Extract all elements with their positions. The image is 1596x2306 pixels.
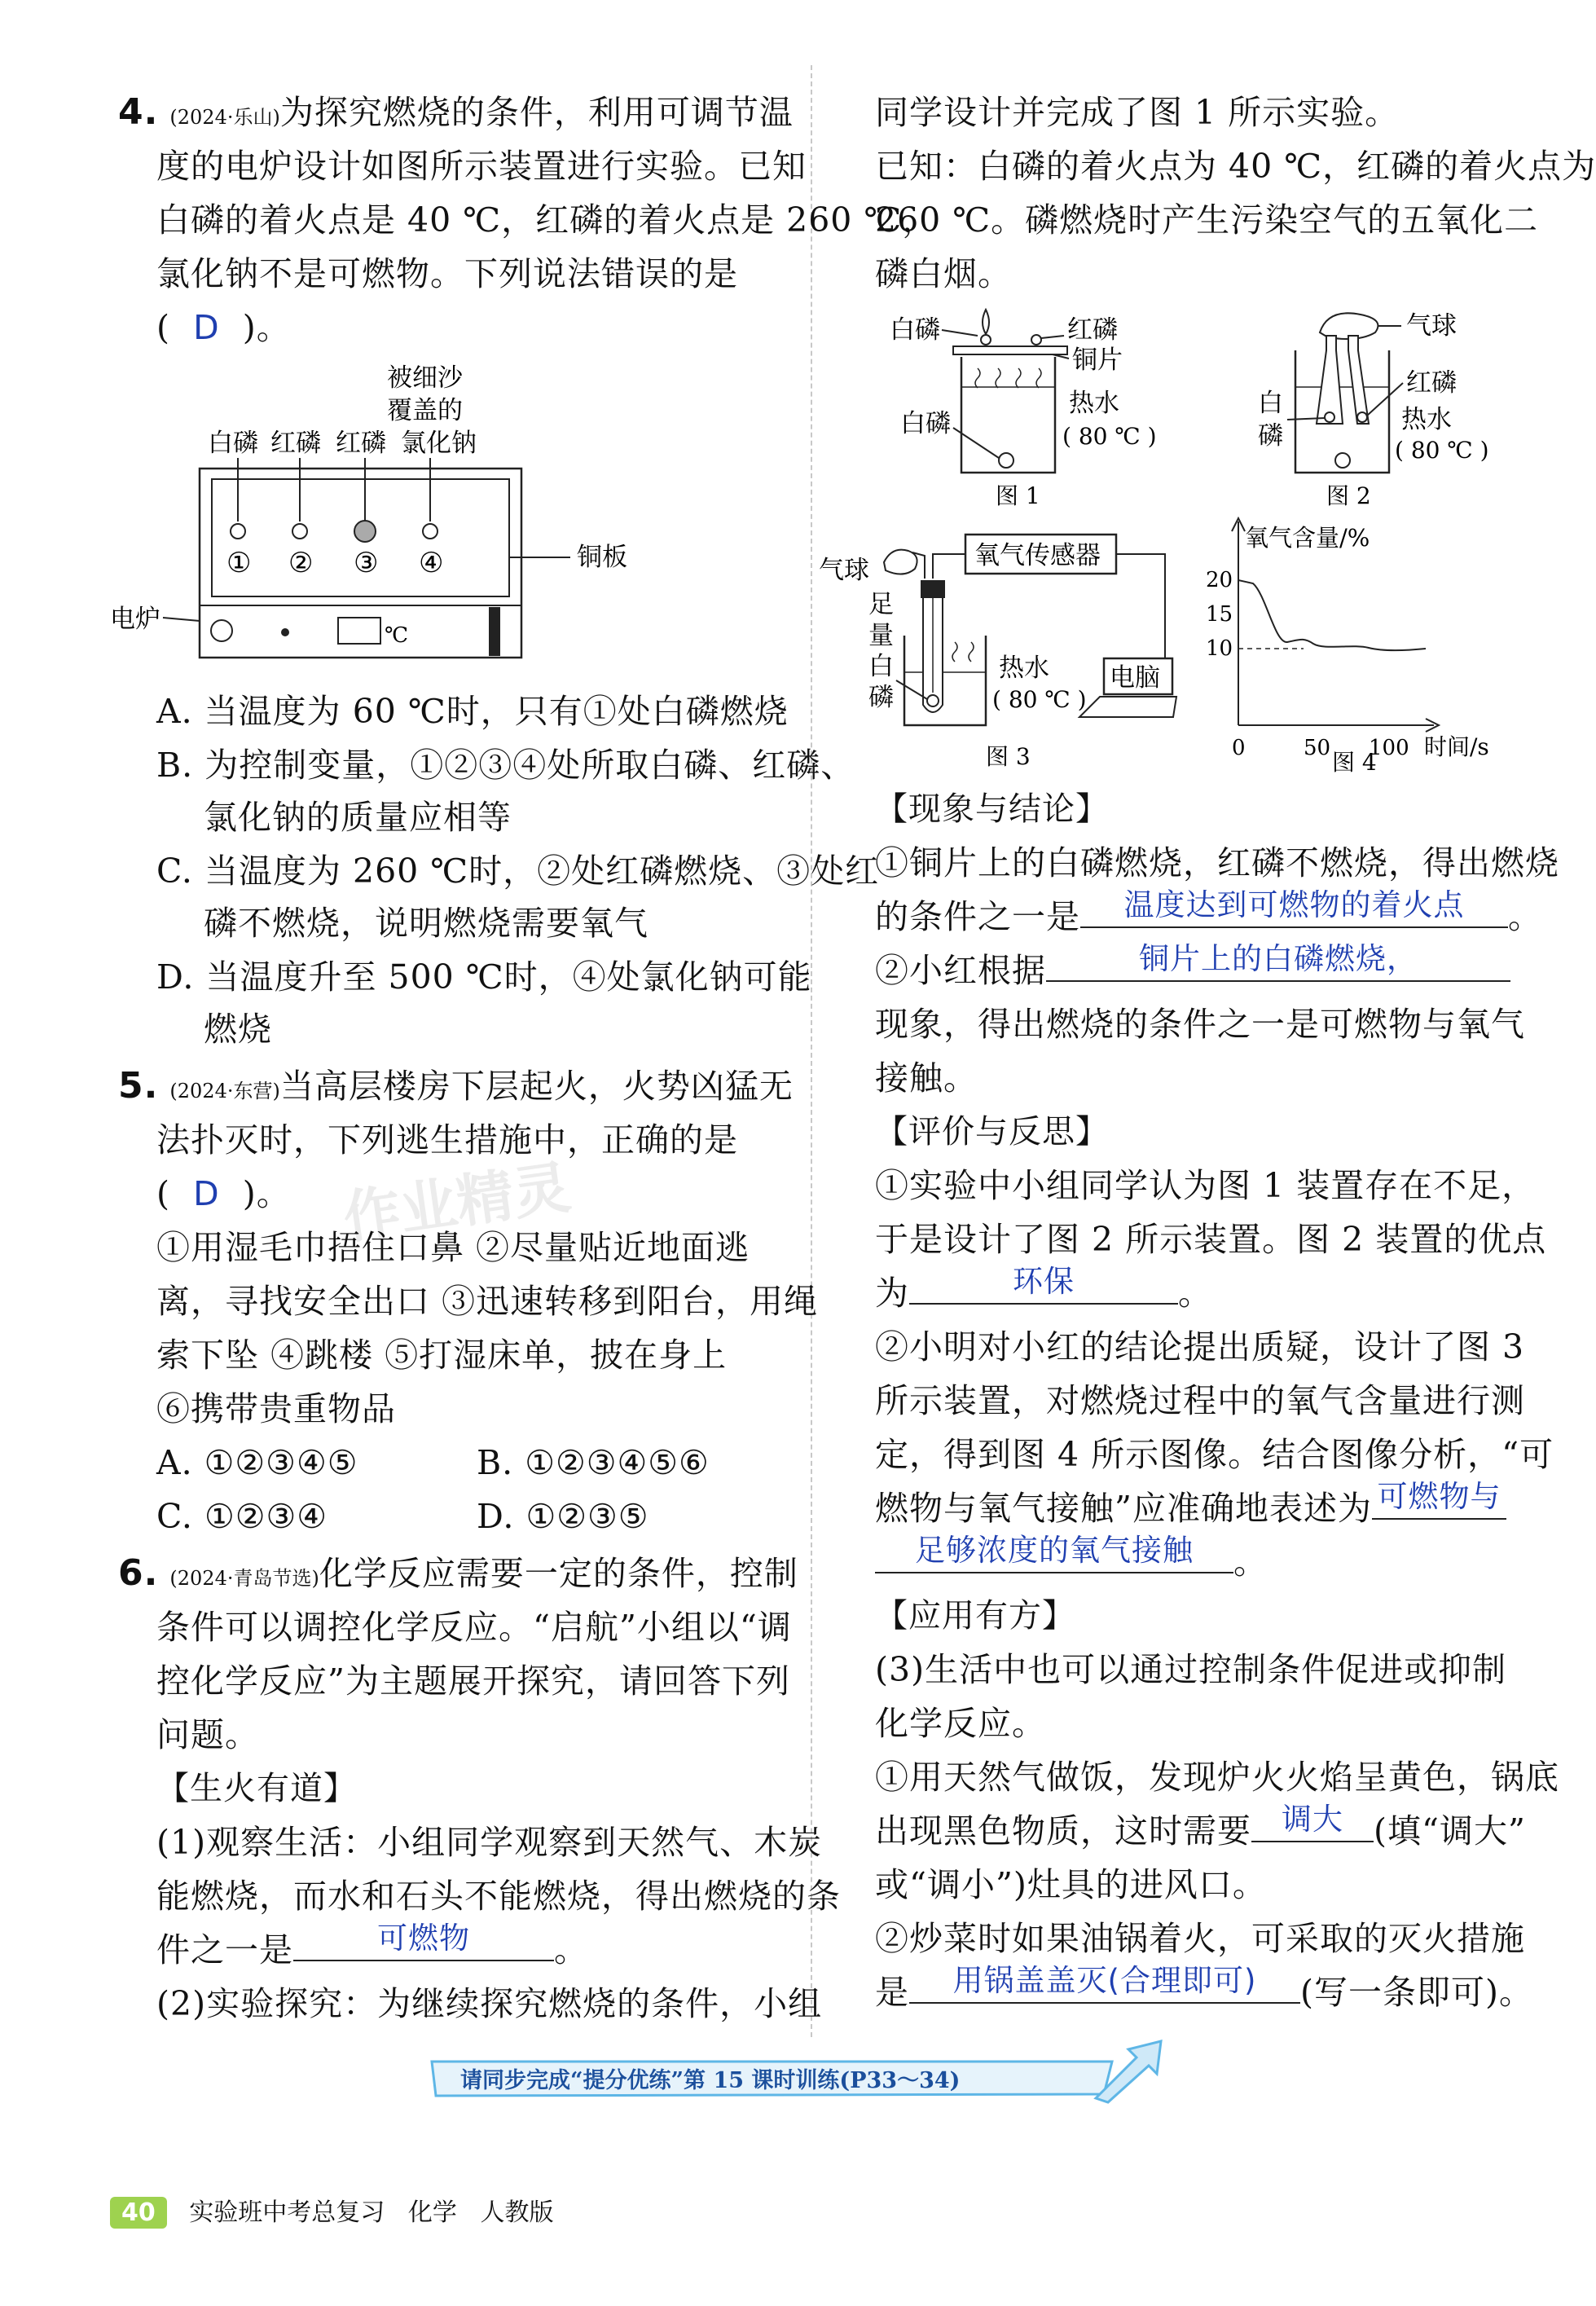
fig2-label-balloon: 气球: [1406, 311, 1457, 341]
obs2-line-2: 现象，得出燃烧的条件之一是可燃物与氧气: [875, 1005, 1525, 1044]
app2-line-1: ②炒菜时如果油锅着火，可采取的灭火措施: [875, 1919, 1525, 1958]
eval2-answer-1: 可燃物与: [1377, 1479, 1501, 1514]
app2-line-2: 是 用锅盖盖灭(合理即可) (写一条即可)。: [875, 1963, 1533, 2012]
q4-source: (2024·乐山): [169, 106, 280, 129]
fig4-xtick-50: 50: [1304, 736, 1331, 760]
q5-stem-1: 当高层楼房下层起火，火势凶猛无: [279, 1067, 794, 1106]
q4-figure: [110, 359, 782, 684]
fig1-label-temp: ( 80 ℃ ): [1062, 423, 1157, 450]
obs1-line-2: 的条件之一是 温度达到可燃物的着火点 。: [875, 887, 1542, 936]
fig3-sensor-wire-1: [933, 554, 965, 579]
fig2-leader-2: [1367, 383, 1403, 416]
page-footer: [110, 2192, 554, 2228]
fig4-ytick-20: 20: [1206, 568, 1233, 592]
eval2-line-5: 足够浓度的氧气接触 。: [875, 1535, 1268, 1589]
q4-fig-covered-2: 覆盖的: [387, 396, 463, 425]
fig4-xtick-100: 100: [1369, 736, 1409, 760]
eval2-line-1: ②小明对小红的结论提出质疑，设计了图 3: [875, 1327, 1525, 1366]
fig3-white-p: [927, 695, 939, 706]
q4-option-b-2: 氯化钠的质量应相等: [204, 798, 512, 837]
q4-option-c-1: C. 当温度为 260 ℃时，②处红磷燃烧、③处红: [156, 852, 880, 891]
practice-banner[interactable]: [428, 2037, 1194, 2106]
q5-number: 5.: [118, 1065, 159, 1107]
fig2-label-hot-water: 热水: [1401, 405, 1452, 434]
q4-fig-furnace-leader: [163, 618, 200, 621]
fig4-ytick-15: 15: [1206, 602, 1233, 627]
fig1-caption: 图 1: [996, 482, 1040, 509]
q5-line-1: [118, 1059, 794, 1118]
fig3-label-1: 足: [868, 590, 894, 619]
fig3-label-temp: ( 80 ℃ ): [992, 686, 1087, 713]
q5-option-b: B. ①②③④⑤⑥: [477, 1443, 710, 1482]
q6-number: 6.: [118, 1552, 159, 1594]
column-divider: [811, 65, 812, 2037]
q4-fig-label-2: 红磷: [270, 429, 321, 458]
eval1-answer: 环保: [1013, 1264, 1075, 1299]
q5-item-2: 离，寻找安全出口 ③迅速转移到阳台，用绳: [156, 1282, 819, 1321]
section-application: 【应用有方】: [875, 1597, 1075, 1635]
fig3-label-hot-water: 热水: [999, 654, 1049, 683]
fig2-label-temp: ( 80 ℃ ): [1395, 437, 1489, 464]
book-title: 实验班中考总复习: [189, 2198, 385, 2227]
obs2-line-3: 接触。: [875, 1058, 978, 1098]
fig3-steam: [952, 642, 974, 662]
right-intro-4: 磷白烟。: [875, 254, 1012, 293]
fig1-red-p: [1031, 335, 1041, 345]
q4-fig-pos-3: ③: [354, 547, 379, 579]
q4-number: 4.: [118, 91, 159, 133]
q4-fig-display: [338, 618, 380, 644]
app1-answer: 调大: [1282, 1802, 1343, 1837]
q4-fig-pos-4: ④: [419, 547, 444, 579]
q4-stem-4: 氯化钠不是可燃物。下列说法错误的是: [156, 254, 738, 293]
figure-1: [890, 310, 1157, 509]
fig4-xtick-0: 0: [1232, 736, 1246, 760]
q5-item-1: ①用湿毛巾捂住口鼻 ②尽量贴近地面逃: [156, 1228, 750, 1267]
fig1-copper-sheet: [953, 346, 1067, 354]
fig3-label-3: 白: [868, 652, 894, 681]
app-line-2: 化学反应。: [875, 1704, 1046, 1743]
q4-line-1: [118, 86, 794, 144]
q4-fig-pos-1: ①: [226, 547, 252, 579]
eval2-blank-2: [875, 1533, 1233, 1573]
fig2-label-red-p: 红磷: [1406, 368, 1457, 398]
fig1-label-white-p: 白磷: [890, 315, 940, 345]
eval2-line-3: 定，得到图 4 所示图像。结合图像分析，“可: [875, 1435, 1554, 1474]
q5-option-d: D. ①②③⑤: [477, 1497, 649, 1536]
fig3-label-sensor: 氧气传感器: [974, 541, 1101, 570]
fig2-label-white-2: 磷: [1258, 421, 1283, 451]
obs2-blank: [1046, 941, 1510, 982]
fig2-white-p-water: [1335, 453, 1350, 468]
eval1-line-1: ①实验中小组同学认为图 1 装置存在不足，: [875, 1166, 1537, 1205]
fig1-label-hot-water: 热水: [1069, 389, 1119, 418]
fig1-flame: [983, 310, 989, 334]
fig3-label-4: 磷: [868, 683, 894, 712]
fig1-leader-4: [953, 428, 999, 458]
q4-fig-knob: [211, 620, 232, 641]
q4-fig-sample-4: [423, 524, 437, 539]
q5-source: (2024·东营): [169, 1080, 280, 1102]
q6-line-1: [118, 1547, 798, 1605]
eval2-line-4: 燃物与氧气接触”应准确地表述为 可燃物与: [875, 1481, 1506, 1535]
q4-fig-sample-1: [231, 524, 245, 539]
eval2-line-2: 所示装置，对燃烧过程中的氧气含量进行测: [875, 1381, 1525, 1420]
page-number: 40: [110, 2197, 167, 2229]
q5-option-c: C. ①②③④: [156, 1497, 328, 1536]
fig1-label-white-p-water: 白磷: [900, 409, 951, 438]
q5-item-4: ⑥携带贵重物品: [156, 1389, 396, 1428]
q6-p2-line: (2)实验探究：为继续探究燃烧的条件，小组: [156, 1984, 823, 2023]
q4-option-a: A. 当温度为 60 ℃时，只有①处白磷燃烧: [156, 692, 789, 731]
fig1-white-p-top: [981, 335, 991, 345]
q6-stem-2: 条件可以调控化学反应。“启航”小组以“调: [156, 1608, 792, 1647]
fig4-ylabel: 氧气含量/%: [1245, 524, 1370, 552]
fig2-caption: 图 2: [1326, 482, 1371, 509]
fig1-leader-1: [942, 330, 978, 336]
app1-line: 出现黑色物质，这时需要 调大 (填“调大”: [875, 1802, 1526, 1851]
q4-option-b-1: B. 为控制变量，①②③④处所取白磷、红磷、: [156, 746, 855, 785]
q4-fig-dot: [281, 628, 289, 636]
fig3-computer-base: [1079, 697, 1176, 717]
fig3-balloon: [884, 550, 917, 574]
fig3-label-balloon: 气球: [819, 556, 869, 585]
eval2-answer-2: 足够浓度的氧气接触: [915, 1533, 1194, 1568]
q5-item-3: 索下坠 ④跳楼 ⑤打湿床单，披在身上: [156, 1336, 728, 1375]
q4-fig-label-3: 红磷: [336, 429, 386, 458]
q6-section-fire: 【生火有道】: [156, 1770, 357, 1807]
fig1-steam: [975, 368, 1041, 388]
q4-option-c-2: 磷不燃烧，说明燃烧需要氧气: [204, 904, 649, 943]
q5-answer-line: ( D )。: [156, 1174, 291, 1213]
q5-answer: D: [193, 1174, 220, 1213]
obs1-line-1: ①铜片上的白磷燃烧，红磷不燃烧，得出燃烧: [875, 843, 1559, 882]
q4-fig-covered-1: 被细沙: [387, 363, 463, 393]
q4-stem-2: 度的电炉设计如图所示装置进行实验。已知: [156, 147, 807, 186]
fig3-label-computer: 电脑: [1110, 663, 1160, 693]
section-observation: 【现象与结论】: [875, 790, 1109, 828]
fig2-white-p: [1325, 412, 1334, 422]
fig1-label-copper: 铜片: [1072, 345, 1123, 375]
q6-stem-1: 化学反应需要一定的条件，控制: [319, 1554, 798, 1593]
app2-answer: 用锅盖盖灭(合理即可): [952, 1963, 1257, 1998]
fig4-xlabel: 时间/s: [1424, 733, 1489, 760]
fig1-white-p-water: [999, 453, 1013, 468]
q4-answer: D: [193, 308, 220, 347]
obs2-line-1: ②小红根据 铜片上的白磷燃烧，: [875, 944, 1510, 997]
q4-fig-sample-2: [292, 524, 307, 539]
app1-blank: [1251, 1802, 1374, 1842]
q4-fig-sample-3: [354, 521, 376, 542]
fig4-ytick-10: 10: [1206, 636, 1233, 661]
section-evaluation: 【评价与反思】: [875, 1113, 1109, 1151]
q4-fig-label-4: 氯化钠: [401, 429, 477, 458]
fig2-tube-2: [1348, 336, 1369, 424]
q6-p1-line-3: 件之一是 可燃物 。: [156, 1921, 588, 1969]
figure-3: [819, 535, 1176, 770]
fig1-leader-2: [1041, 336, 1064, 338]
fig3-caption: 图 3: [986, 743, 1031, 770]
eval1-line-3: 为 环保 。: [875, 1264, 1212, 1313]
q4-fig-unit: ℃: [385, 623, 409, 648]
watermark-2: 作业精灵: [339, 1153, 575, 1252]
right-intro-3: 260 ℃。磷燃烧时产生污染空气的五氧化二: [875, 200, 1539, 240]
eval1-blank: [909, 1264, 1178, 1305]
q5-stem-2: 法扑灭时，下列逃生措施中，正确的是: [156, 1120, 738, 1160]
fig2-red-p: [1357, 412, 1367, 422]
q4-fig-copper-label: 铜板: [577, 543, 627, 572]
eval2-blank-1: [1372, 1479, 1506, 1520]
book-subject: 化学: [407, 2198, 457, 2227]
obs2-answer: 铜片上的白磷燃烧，: [1139, 941, 1418, 976]
fig2-tube-1: [1317, 336, 1343, 424]
experiment-figures: [819, 301, 1499, 790]
fig4-caption: 图 4: [1332, 749, 1377, 776]
q4-fig-label-1: 白磷: [208, 429, 258, 458]
q4-stem-1: 为探究燃烧的条件，利用可调节温: [279, 93, 794, 132]
q6-stem-4: 问题。: [156, 1715, 259, 1754]
q6-source: (2024·青岛节选): [169, 1567, 319, 1590]
q6-p1-line-1: (1)观察生活：小组同学观察到天然气、木炭: [156, 1823, 823, 1862]
figure-4: [1206, 518, 1489, 776]
app1-line-2: 或“调小”)灶具的进风口。: [875, 1865, 1267, 1904]
fig2-label-white-1: 白: [1258, 389, 1283, 418]
q6-p1-answer: 可燃物: [377, 1921, 470, 1956]
q4-fig-pos-2: ②: [288, 547, 314, 579]
obs1-answer: 温度达到可燃物的着火点: [1123, 887, 1465, 922]
q4-option-d-1: D. 当温度升至 500 ℃时，④处氯化钠可能: [156, 957, 812, 997]
q5-option-a: A. ①②③④⑤: [156, 1443, 358, 1482]
q4-stem-3: 白磷的着火点是 40 ℃，红磷的着火点是 260 ℃，: [156, 200, 937, 240]
q4-answer-line: ( D )。: [156, 308, 291, 347]
q6-p1-line-2: 能燃烧，而水和石头不能燃烧，得出燃烧的条: [156, 1877, 841, 1916]
fig3-label-2: 量: [868, 621, 894, 650]
banner-text: 请同步完成“提分优练”第 15 课时训练(P33～34): [460, 2068, 961, 2093]
q4-fig-bar: [489, 607, 500, 656]
app-line-1: (3)生活中也可以通过控制条件促进或抑制: [875, 1650, 1507, 1689]
right-intro-2: 已知：白磷的着火点为 40 ℃，红磷的着火点为: [875, 147, 1596, 186]
figure-2: [1258, 311, 1489, 509]
app2-blank: [909, 1963, 1300, 2004]
fig1-label-red-p: 红磷: [1067, 315, 1118, 345]
q6-stem-3: 控化学反应”为主题展开探究，请回答下列: [156, 1661, 790, 1701]
fig3-stopper: [921, 580, 945, 598]
right-intro-1: 同学设计并完成了图 1 所示实验。: [875, 93, 1400, 132]
eval1-line-2: 于是设计了图 2 所示装置。图 2 装置的优点: [875, 1220, 1547, 1259]
fig4-curve: [1238, 580, 1426, 650]
q4-option-d-2: 燃烧: [204, 1010, 272, 1049]
q4-fig-furnace-label: 电炉: [110, 605, 160, 634]
app-line-3: ①用天然气做饭，发现炉火火焰呈黄色，锅底: [875, 1758, 1559, 1797]
book-edition: 人教版: [480, 2198, 554, 2227]
